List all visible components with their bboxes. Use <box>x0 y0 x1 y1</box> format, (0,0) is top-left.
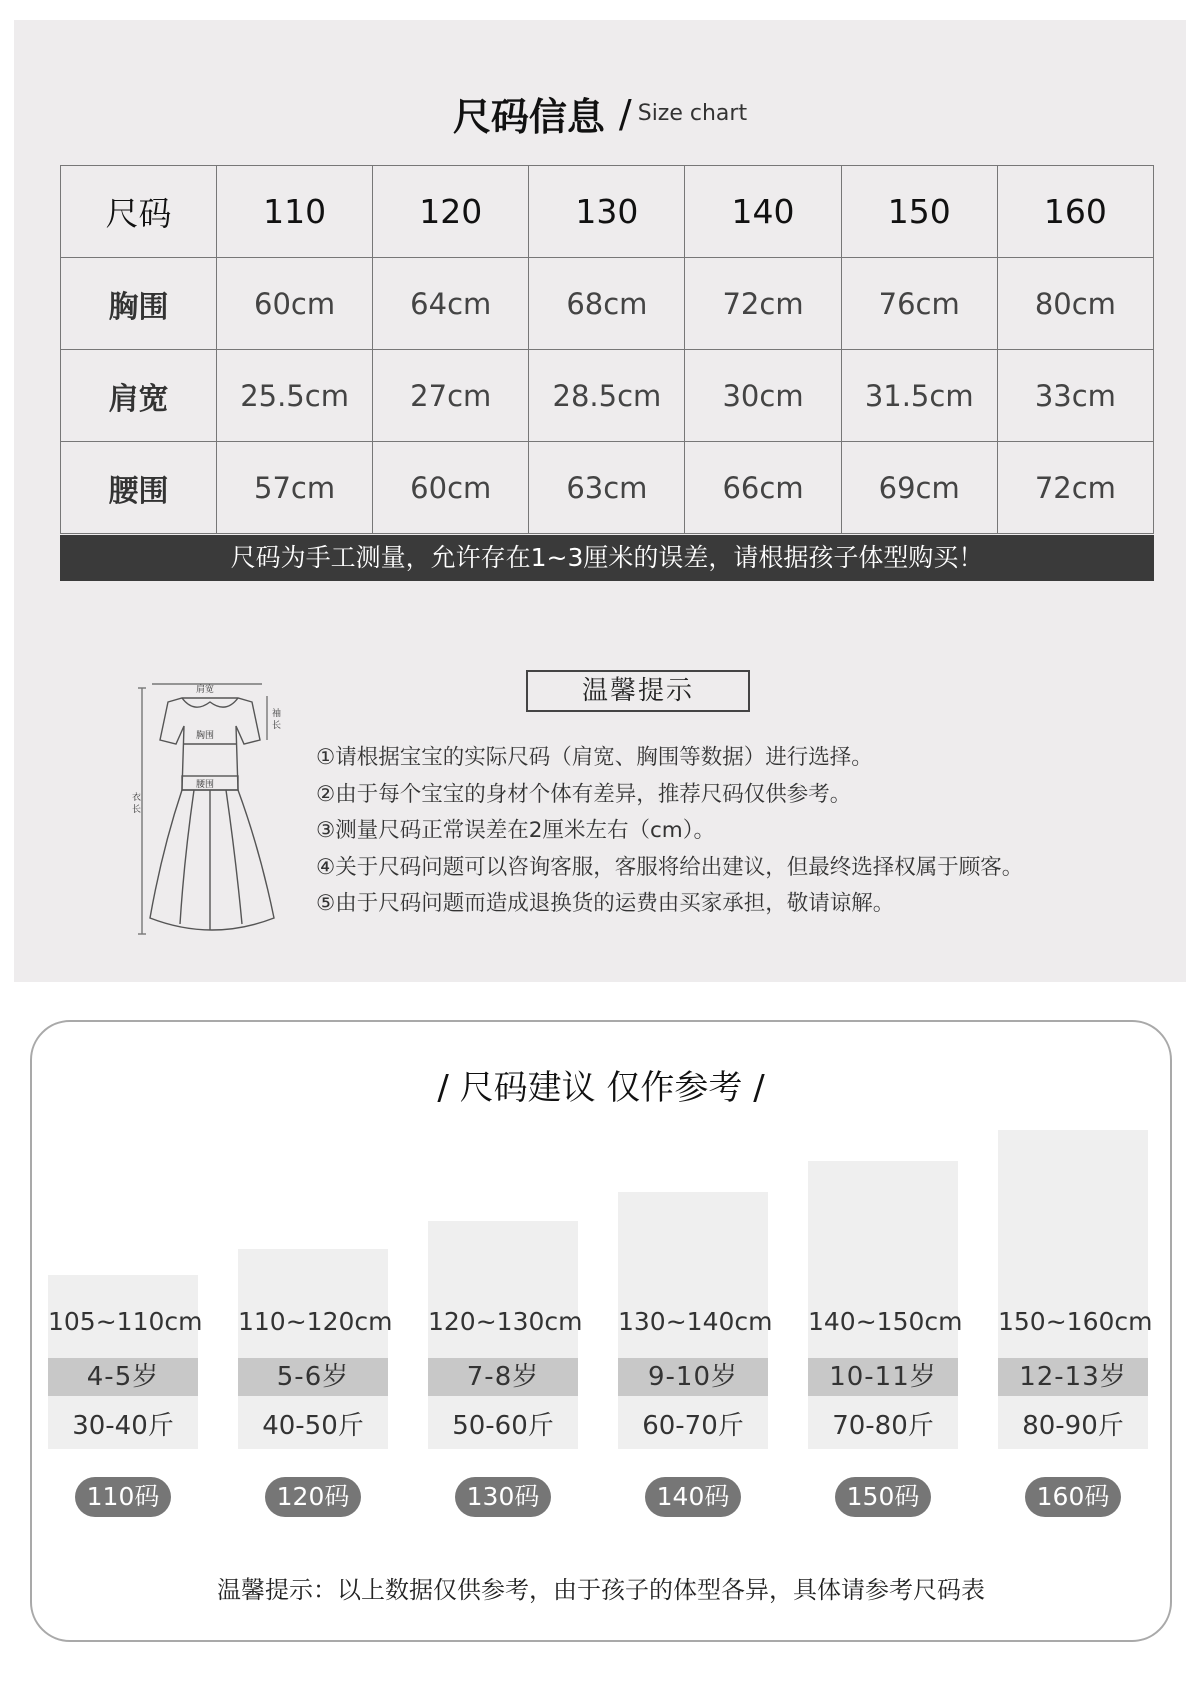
size-pill: 110码 <box>75 1477 171 1517</box>
size-header-cell: 140 <box>685 166 841 258</box>
diagram-label-chest: 胸围 <box>196 731 215 741</box>
size-pill: 160码 <box>1025 1477 1121 1517</box>
table-cell: 69cm <box>841 442 997 534</box>
diagram-label-waist: 腰围 <box>196 780 215 790</box>
size-header-label: 尺码 <box>61 166 217 258</box>
recommendation-title: / 尺码建议 仅作参考 / <box>437 1068 765 1108</box>
size-chart-panel <box>14 20 1186 982</box>
table-row-shoulder <box>61 350 1154 442</box>
page-title: 尺码信息 <box>452 95 605 139</box>
size-column-4 <box>618 1192 773 1449</box>
row-label-shoulder: 肩宽 <box>61 350 217 442</box>
table-cell: 63cm <box>529 442 685 534</box>
size-column-6 <box>998 1130 1153 1449</box>
size-pill: 150码 <box>835 1477 931 1517</box>
row-label-chest: 胸围 <box>61 258 217 350</box>
tip-item: ②由于每个宝宝的身材个体有差异，推荐尺码仅供参考。 <box>316 781 852 807</box>
age-range: 4-5岁 <box>48 1358 198 1396</box>
row-label-waist: 腰围 <box>61 442 217 534</box>
dress-diagram-icon <box>132 680 292 942</box>
table-cell: 33cm <box>997 350 1153 442</box>
page-subtitle: Size chart <box>637 101 748 126</box>
table-cell: 30cm <box>685 350 841 442</box>
column-background <box>998 1130 1153 1449</box>
table-cell: 31.5cm <box>841 350 997 442</box>
size-pill: 140码 <box>645 1477 741 1517</box>
weight-range: 40-50斤 <box>262 1411 364 1441</box>
size-header-cell: 110 <box>217 166 373 258</box>
size-pill: 130码 <box>455 1477 551 1517</box>
table-cell: 27cm <box>373 350 529 442</box>
diagram-label-sleeve: 袖 <box>272 709 282 719</box>
weight-range: 30-40斤 <box>72 1411 174 1441</box>
table-cell: 60cm <box>217 258 373 350</box>
tip-item: ③测量尺码正常误差在2厘米左右（cm）。 <box>316 818 715 843</box>
age-range: 9-10岁 <box>618 1358 768 1396</box>
table-row-waist <box>61 442 1154 534</box>
table-cell: 66cm <box>685 442 841 534</box>
tips-list <box>316 740 1156 923</box>
height-range: 140~150cm <box>808 1307 963 1336</box>
table-cell: 80cm <box>997 258 1153 350</box>
table-row-chest <box>61 258 1154 350</box>
tip-item: ④关于尺码问题可以咨询客服，客服将给出建议，但最终选择权属于顾客。 <box>316 854 1024 880</box>
size-header-cell: 160 <box>997 166 1153 258</box>
height-range: 120~130cm <box>428 1307 583 1336</box>
size-header-cell: 130 <box>529 166 685 258</box>
size-table <box>60 165 1154 534</box>
tip-item: ①请根据宝宝的实际尺码（肩宽、胸围等数据）进行选择。 <box>316 745 873 770</box>
age-range: 7-8岁 <box>428 1358 578 1396</box>
weight-range: 70-80斤 <box>832 1411 934 1441</box>
height-range: 110~120cm <box>238 1307 393 1336</box>
size-column-1 <box>48 1275 203 1449</box>
weight-range: 80-90斤 <box>1022 1411 1124 1441</box>
age-range: 5-6岁 <box>238 1358 388 1396</box>
height-range: 130~140cm <box>618 1307 773 1336</box>
diagram-label-sleeve-2: 长 <box>272 721 282 731</box>
size-chart-title <box>14 86 1186 141</box>
age-range: 12-13岁 <box>998 1358 1148 1396</box>
diagram-label-shoulder: 肩宽 <box>196 685 215 695</box>
tip-item: ⑤由于尺码问题而造成退换货的运费由买家承担，敬请谅解。 <box>316 891 895 916</box>
table-cell: 72cm <box>685 258 841 350</box>
recommendation-note: 温馨提示：以上数据仅供参考，由于孩子的体型各异，具体请参考尺码表 <box>217 1576 985 1604</box>
size-column-2 <box>238 1249 393 1449</box>
size-recommendation-panel <box>30 1020 1172 1642</box>
size-pill: 120码 <box>265 1477 361 1517</box>
table-cell: 76cm <box>841 258 997 350</box>
size-header-cell: 150 <box>841 166 997 258</box>
diagram-label-length-2: 长 <box>132 805 142 815</box>
title-slash: / <box>618 91 632 136</box>
table-cell: 64cm <box>373 258 529 350</box>
age-range: 10-11岁 <box>808 1358 958 1396</box>
table-cell: 57cm <box>217 442 373 534</box>
weight-range: 60-70斤 <box>642 1411 744 1441</box>
height-range: 105~110cm <box>48 1307 203 1336</box>
table-cell: 60cm <box>373 442 529 534</box>
table-cell: 28.5cm <box>529 350 685 442</box>
table-cell: 25.5cm <box>217 350 373 442</box>
tips-title: 温馨提示 <box>526 670 750 712</box>
size-column-5 <box>808 1161 963 1449</box>
height-range: 150~160cm <box>998 1307 1153 1336</box>
weight-range: 50-60斤 <box>452 1411 554 1441</box>
diagram-label-length: 衣 <box>132 793 142 803</box>
table-cell: 72cm <box>997 442 1153 534</box>
size-column-3 <box>428 1221 583 1449</box>
table-row-sizes <box>61 166 1154 258</box>
size-header-cell: 120 <box>373 166 529 258</box>
measurement-note-bar: 尺码为手工测量，允许存在1~3厘米的误差，请根据孩子体型购买！ <box>60 535 1154 581</box>
table-cell: 68cm <box>529 258 685 350</box>
